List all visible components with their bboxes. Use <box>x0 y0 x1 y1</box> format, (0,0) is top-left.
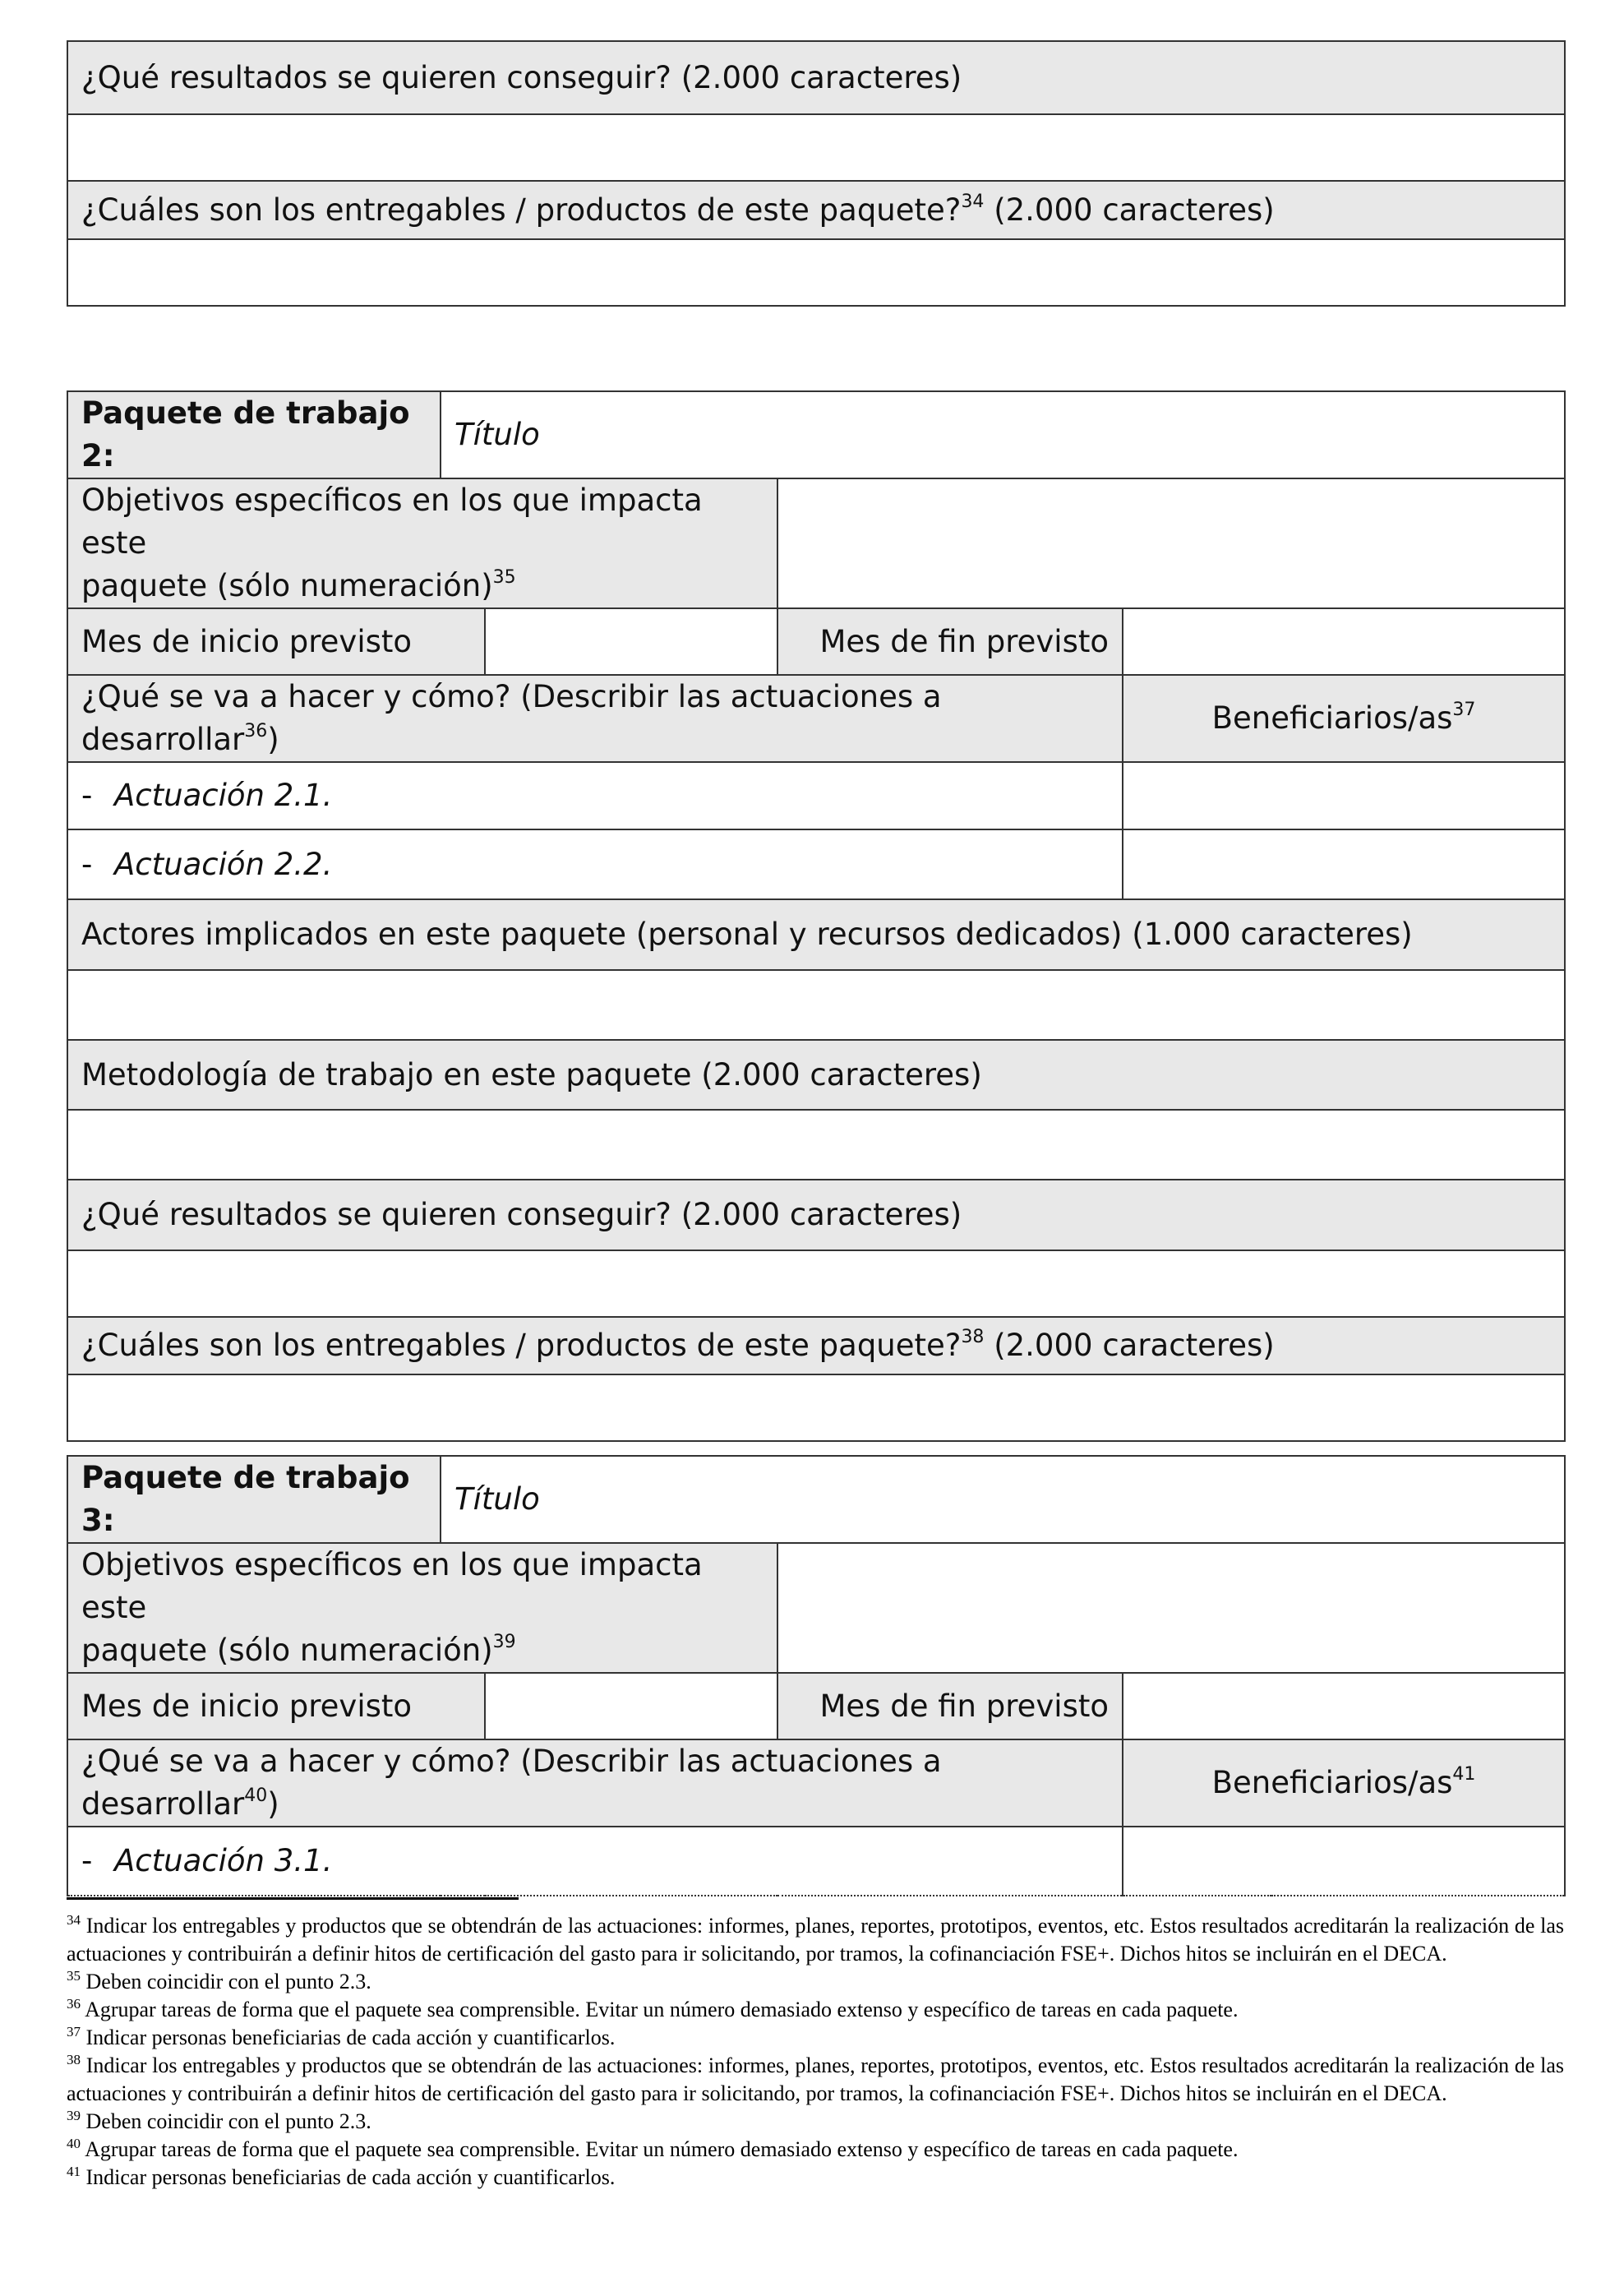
entregables-header: ¿Cuáles son los entregables / productos de este paquete?$^{38}$ (2.000 caracteres) <box>67 1317 1565 1374</box>
actuacion-2-2[interactable]: - Actuación 2.2. <box>67 829 1123 899</box>
entregables-header: ¿Cuáles son los entregables / productos de este paquete?$^{34}$ (2.000 caracteres) <box>67 181 1565 239</box>
mes-inicio-label: Mes de inicio previsto <box>67 1673 485 1739</box>
beneficiarios-header: Beneficiarios/$as^{37}$ <box>1123 675 1565 762</box>
resultados-header: ¿Qué resultados se quieren conseguir? (2.000 caracteres) <box>67 41 1565 114</box>
mes-inicio-field[interactable] <box>485 1673 777 1739</box>
footnote-ref-39: 39 <box>492 1632 516 1652</box>
metodologia-field[interactable] <box>67 1110 1565 1180</box>
paquete-2-label: Paquete de trabajo 2: <box>67 391 441 478</box>
objetivos-field[interactable] <box>777 1543 1565 1673</box>
footnote-40: $^{40}$ Agrupar tareas de forma que el paquete sea comprensible. Evitar un número demasiado extenso y específico de tareas en cada paquete. <box>67 2136 1239 2161</box>
footnotes <box>67 1912 1564 2192</box>
objetivos-field[interactable] <box>777 478 1565 608</box>
footnote-ref-38: 38 <box>961 1327 985 1347</box>
que-hacer-header: ¿Qué se va a hacer y cómo? (Describir las actuaciones a desarrollar$^{36}$) <box>67 675 1123 762</box>
footnote-ref-36: 36 <box>244 721 268 741</box>
footnote-36: $^{36}$ Agrupar tareas de forma que el paquete sea comprensible. Evitar un número demasiado extenso y específico de tareas en cada paquete. <box>67 1996 1239 2021</box>
resultados-field[interactable] <box>67 1250 1565 1317</box>
actuacion-2-1[interactable]: - Actuación 2.1. <box>67 762 1123 829</box>
beneficiarios-3-1-field[interactable] <box>1123 1827 1565 1896</box>
footnote-37: $^{37}$ Indicar personas beneficiarias de cada acción y cuantificarlos. <box>67 2024 616 2049</box>
work-package-1-tail <box>67 40 1566 307</box>
actuacion-3-1[interactable]: - Actuación 3.1. <box>67 1827 1123 1896</box>
mes-inicio-label: Mes de inicio previsto <box>67 608 485 675</box>
objetivos-label: Objetivos específicos en los que impacta este paquete (sólo numeración)$^{35}$ <box>67 478 777 608</box>
work-package-2-table <box>67 390 1566 1442</box>
paquete-3-label: Paquete de trabajo 3: <box>67 1456 441 1543</box>
footnote-34: $^{34}$ Indicar los entregables y productos que se obtendrán de las actuaciones: informes, planes, reportes, prototipos, eventos, etc. Estos resultados acreditarán la realización de las actuaciones y contribuirán a definir hitos de certificación del gasto para ir solicitando, por tramos, la cofinanciación FSE+. Dichos hitos se incluirán en el DECA. <box>67 1912 1564 1966</box>
resultados-field[interactable] <box>67 114 1565 181</box>
beneficiarios-2-2-field[interactable] <box>1123 829 1565 899</box>
footnote-ref-40: 40 <box>244 1785 268 1806</box>
actores-field[interactable] <box>67 970 1565 1040</box>
footnote-ref-34: 34 <box>961 191 985 212</box>
actores-header: Actores implicados en este paquete (personal y recursos dedicados) (1.000 caracteres) <box>67 899 1565 970</box>
footnote-ref-35: 35 <box>492 567 516 588</box>
work-package-3-table <box>67 1455 1566 1896</box>
mes-fin-field[interactable] <box>1123 608 1565 675</box>
footnote-ref-41: 41 <box>1452 1764 1476 1785</box>
mes-fin-label: Mes de fin previsto <box>777 608 1123 675</box>
beneficiarios-2-1-field[interactable] <box>1123 762 1565 829</box>
entregables-field[interactable] <box>67 1374 1565 1441</box>
footnote-39: $^{39}$ Deben coincidir con el punto 2.3. <box>67 2108 371 2133</box>
objetivos-label: Objetivos específicos en los que impacta este paquete (sólo numeración)$^{39}$ <box>67 1543 777 1673</box>
footnote-41: $^{41}$ Indicar personas beneficiarias de cada acción y cuantificarlos. <box>67 2164 616 2189</box>
footnote-ref-37: 37 <box>1452 700 1476 720</box>
footnote-38: $^{38}$ Indicar los entregables y productos que se obtendrán de las actuaciones: informes, planes, reportes, prototipos, eventos, etc. Estos resultados acreditarán la realización de las actuaciones y contribuirán a definir hitos de certificación del gasto para ir solicitando, por tramos, la cofinanciación FSE+. Dichos hitos se incluirán en el DECA. <box>67 2052 1564 2105</box>
mes-inicio-field[interactable] <box>485 608 777 675</box>
resultados-header: ¿Qué resultados se quieren conseguir? (2.000 caracteres) <box>67 1180 1565 1250</box>
entregables-field[interactable] <box>67 239 1565 306</box>
footnote-separator <box>67 1897 519 1900</box>
mes-fin-label: Mes de fin previsto <box>777 1673 1123 1739</box>
metodologia-header: Metodología de trabajo en este paquete (2.000 caracteres) <box>67 1040 1565 1110</box>
beneficiarios-header: Beneficiarios/$as^{41}$ <box>1123 1739 1565 1827</box>
mes-fin-field[interactable] <box>1123 1673 1565 1739</box>
paquete-2-title-field[interactable]: Título <box>441 391 1565 478</box>
footnote-35: $^{35}$ Deben coincidir con el punto 2.3. <box>67 1968 371 1993</box>
paquete-3-title-field[interactable]: Título <box>441 1456 1565 1543</box>
que-hacer-header: ¿Qué se va a hacer y cómo? (Describir las actuaciones a desarrollar$^{40}$) <box>67 1739 1123 1827</box>
